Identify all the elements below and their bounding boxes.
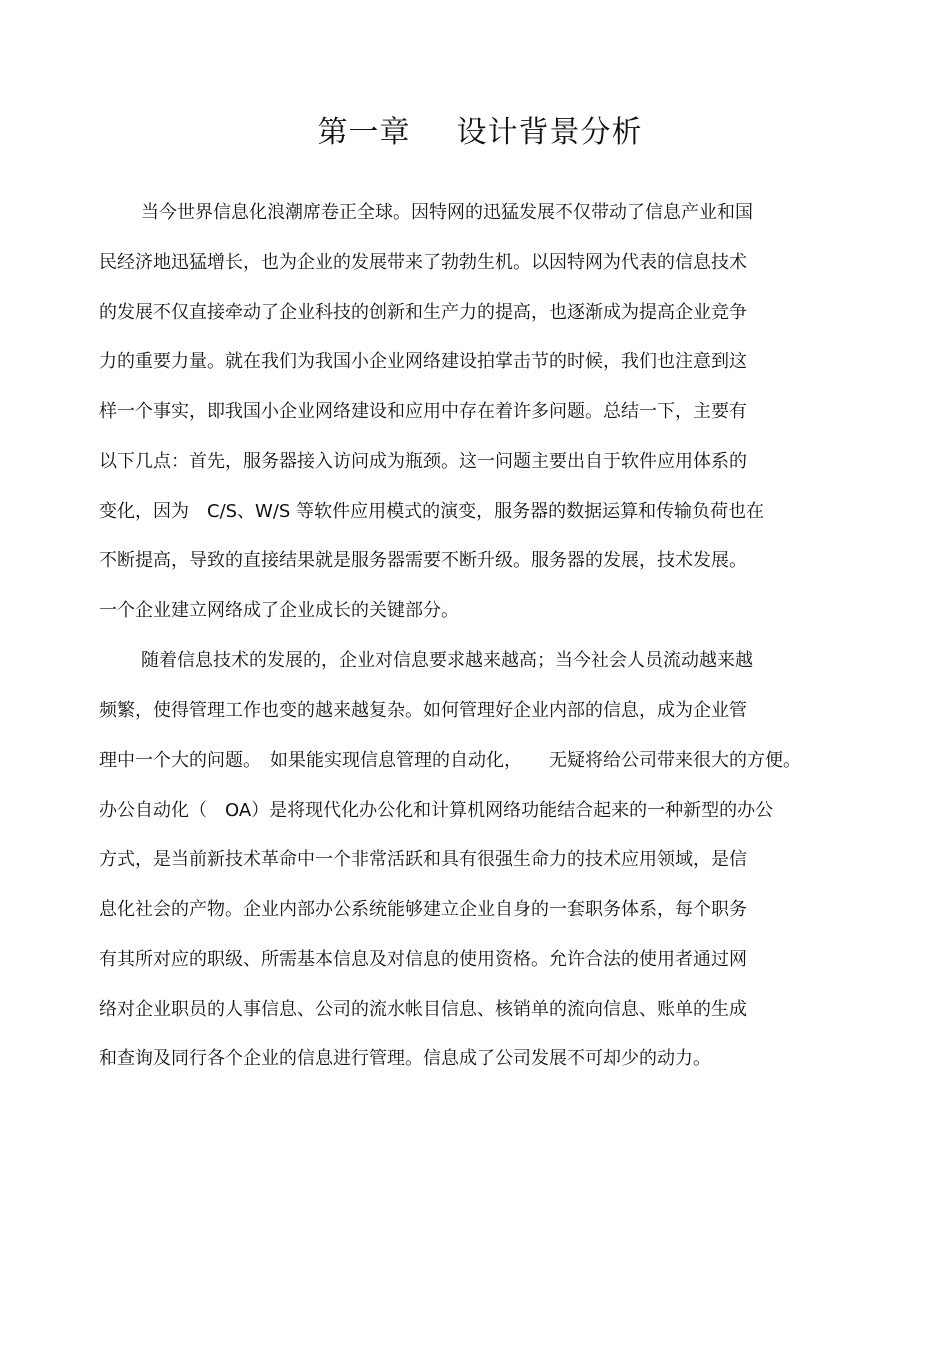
- paragraph-2-line-2: 频繁，使得管理工作也变的越来越复杂。如何管理好企业内部的信息，成为企业管: [99, 700, 747, 721]
- paragraph-2-line-3: 理中一个大的问题。 如果能实现信息管理的自动化， 无疑将给公司带来很大的方便。: [99, 750, 801, 771]
- paragraph-2-line-8: 络对企业职员的人事信息、公司的流水帐目信息、核销单的流向信息、账单的生成: [99, 999, 747, 1020]
- paragraph-2-line-7: 有其所对应的职级、所需基本信息及对信息的使用资格。允许合法的使用者通过网: [99, 949, 747, 970]
- paragraph-1-line-7: 变化，因为 C/S、W/S 等软件应用模式的演变，服务器的数据运算和传输负荷也在: [99, 501, 765, 522]
- paragraph-2-line-1: 随着信息技术的发展的，企业对信息要求越来越高；当今社会人员流动越来越: [141, 650, 753, 671]
- paragraph-1-line-4: 力的重要力量。就在我们为我国小企业网络建设拍掌击节的时候，我们也注意到这: [99, 351, 747, 372]
- paragraph-1-line-9: 一个企业建立网络成了企业成长的关键部分。: [99, 600, 459, 621]
- chapter-title-text: 设计背景分析: [456, 115, 643, 150]
- paragraph-1-line-6: 以下几点：首先，服务器接入访问成为瓶颈。这一问题主要出自于软件应用体系的: [99, 451, 747, 472]
- paragraph-1-line-1: 当今世界信息化浪潮席卷正全球。因特网的迅猛发展不仅带动了信息产业和国: [141, 202, 753, 223]
- paragraph-1-line-2: 民经济地迅猛增长，也为企业的发展带来了勃勃生机。以因特网为代表的信息技术: [99, 252, 747, 273]
- paragraph-2-line-6: 息化社会的产物。企业内部办公系统能够建立企业自身的一套职务体系，每个职务: [99, 899, 747, 920]
- paragraph-2-line-4: 办公自动化（ OA）是将现代化办公化和计算机网络功能结合起来的一种新型的办公: [99, 800, 774, 821]
- chapter-number: 第一章: [317, 115, 411, 150]
- paragraph-1-line-8: 不断提高，导致的直接结果就是服务器需要不断升级。服务器的发展，技术发展。: [99, 550, 747, 571]
- paragraph-2-line-5: 方式，是当前新技术革命中一个非常活跃和具有很强生命力的技术应用领域，是信: [99, 849, 747, 870]
- paragraph-1-line-5: 样一个事实，即我国小企业网络建设和应用中存在着许多问题。总结一下，主要有: [99, 401, 747, 422]
- paragraph-1-line-3: 的发展不仅直接牵动了企业科技的创新和生产力的提高，也逐渐成为提高企业竞争: [99, 302, 747, 323]
- paragraph-2-line-9: 和查询及同行各个企业的信息进行管理。信息成了公司发展不可却少的动力。: [99, 1048, 711, 1069]
- chapter-heading: [0, 108, 950, 158]
